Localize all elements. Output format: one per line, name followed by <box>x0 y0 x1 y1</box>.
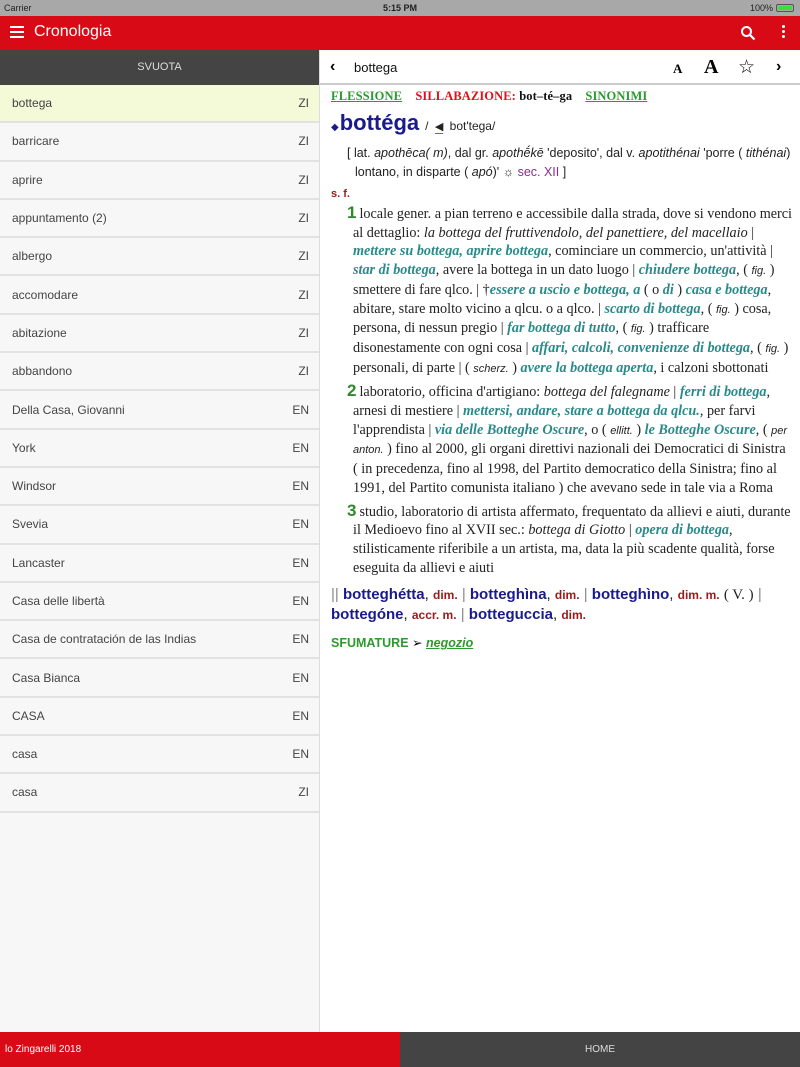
history-word: Windsor <box>12 479 57 494</box>
derivative-word[interactable]: botteghétta <box>342 586 425 604</box>
etym-text: , dal gr. <box>447 146 493 160</box>
phrase: star di bottega <box>353 262 436 279</box>
etym-term: apotithénai <box>638 146 700 160</box>
definition-text: ) smettere di fare qlco. | † <box>353 262 775 298</box>
lemma: bottéga <box>339 110 420 135</box>
separator: | <box>457 586 470 604</box>
part-of-speech: s. f. <box>331 188 350 200</box>
definition-text: laboratorio, officina d'artigiano: <box>359 384 544 401</box>
history-item[interactable] <box>0 583 319 621</box>
etym-term: apothēca( m) <box>374 146 448 160</box>
history-lang: EN <box>292 632 309 647</box>
history-word: abbandono <box>12 364 73 379</box>
definition-text: , o ( <box>584 421 611 438</box>
derivative-extra: ( V. ) <box>723 587 754 604</box>
history-item[interactable] <box>0 430 319 468</box>
pron-text: bot'tega/ <box>449 119 496 133</box>
history-lang: EN <box>292 555 309 570</box>
definition-text: ) trafficare disonestamente con ogni cosa | <box>353 320 710 356</box>
derivative-word[interactable]: botteguccia <box>468 606 553 624</box>
history-word: Casa Bianca <box>12 670 81 685</box>
sense-number: 2 <box>347 381 357 401</box>
definition-text: , ( <box>700 300 716 317</box>
abbreviation: fig. <box>630 323 646 336</box>
history-word: abitazione <box>12 325 67 340</box>
history-word: Casa de contratación de las Indias <box>12 632 197 647</box>
history-item[interactable] <box>0 391 319 429</box>
back-icon[interactable]: ‹ <box>330 58 336 75</box>
history-lang: ZI <box>298 364 309 379</box>
history-item[interactable] <box>0 123 319 161</box>
entry-tabs <box>331 89 792 104</box>
history-item[interactable] <box>0 162 319 200</box>
speaker-icon[interactable]: ◀ <box>434 121 444 133</box>
etym-term: apó <box>471 165 493 179</box>
favorite-star-icon[interactable]: ☆ <box>738 57 756 78</box>
history-item[interactable] <box>0 545 319 583</box>
derivative-word[interactable]: botteghìna <box>469 586 547 604</box>
sfumature-link[interactable]: negozio <box>426 636 474 651</box>
derivative-grammar: dim. <box>432 588 458 603</box>
etym-text: ] <box>559 165 567 179</box>
definition-text: ( o <box>640 281 663 298</box>
sfumature-label: SFUMATURE <box>331 636 409 651</box>
status-time: 5:15 PM <box>382 3 417 13</box>
definition-text: locale gener. a pian terreno e accessibile dalla strada, dove si vendono merci al dettaglio: <box>353 206 792 241</box>
etymology <box>347 144 792 182</box>
phrase: affari, calcoli, convenienze di bottega <box>531 339 751 356</box>
entry-toolbar <box>320 50 800 85</box>
etym-term: tithénai <box>745 146 787 160</box>
history-item[interactable] <box>0 315 319 353</box>
history-item[interactable] <box>0 736 319 774</box>
history-lang: EN <box>292 402 309 417</box>
phrase: mettersi, andare, stare a bottega da qlcu. <box>463 403 700 420</box>
abbreviation: fig. <box>765 342 781 355</box>
etym-text: 'porre ( <box>699 146 746 160</box>
example: bottega di Giotto <box>528 522 626 539</box>
history-item[interactable] <box>0 200 319 238</box>
definition-text: , ( <box>736 262 752 279</box>
battery-indicator <box>750 3 794 13</box>
headword <box>331 110 792 136</box>
history-item[interactable] <box>0 353 319 391</box>
history-word: York <box>12 440 36 455</box>
status-bar <box>0 0 800 16</box>
battery-icon <box>776 4 794 12</box>
abbreviation: per anton. <box>353 424 788 457</box>
derivative-word[interactable]: bottegóne <box>331 606 404 624</box>
phrase: casa e bottega <box>685 281 768 298</box>
history-item[interactable] <box>0 659 319 697</box>
battery-percent: 100% <box>749 3 773 13</box>
history-panel <box>0 50 320 1032</box>
definition-text: ) <box>632 421 645 438</box>
separator: | <box>753 586 762 604</box>
definition-text: ) fino al 2000, gli organi direttivi nazionali dei Democratici di Sinistra ( in precedenza, fino al 1998, del Partito democratico della Sinistra; fino al 1991, del Partito comunista italiano ) che avevano sede in tale via a Roma <box>353 441 786 496</box>
separator: | <box>456 606 469 624</box>
phrase: scarto di bottega <box>604 300 701 317</box>
carrier-label: Carrier <box>4 3 32 13</box>
page-title: Cronologia <box>34 23 112 40</box>
history-lang: EN <box>292 747 309 762</box>
phrase: mettere su bottega, aprire bottega <box>353 243 549 260</box>
example: bottega del falegname <box>543 384 670 401</box>
diamond-icon: ◆ <box>331 122 339 133</box>
derivative-grammar: accr. m. <box>411 608 457 623</box>
definition-text: | <box>747 224 755 241</box>
more-vertical-icon[interactable] <box>782 25 786 41</box>
arrow-icon: ➢ <box>412 636 423 651</box>
history-item[interactable] <box>0 468 319 506</box>
history-lang: EN <box>292 708 309 723</box>
derivative-word[interactable]: botteghìno <box>591 586 670 604</box>
sense-number: 1 <box>347 203 357 222</box>
clear-history-button[interactable]: SVUOTA <box>0 50 319 85</box>
phrase: essere a uscio e bottega, a <box>489 281 641 298</box>
abbreviation: fig. <box>715 303 731 316</box>
etym-text: ) lontano, in disparte ( <box>355 146 791 179</box>
derivatives-lead: || <box>331 586 339 604</box>
definition-text: | <box>625 522 636 539</box>
app-bar <box>0 16 800 50</box>
etym-century: sec. XII <box>517 165 560 179</box>
history-lang: EN <box>292 670 309 685</box>
definition-text: , ( <box>615 320 631 337</box>
history-word: Svevia <box>12 517 49 532</box>
abbreviation: scherz. <box>473 362 509 375</box>
definition-text: ) <box>673 281 686 298</box>
example: la bottega del fruttivendolo, del panettiere, del macellaio <box>423 224 748 241</box>
history-item[interactable] <box>0 85 319 123</box>
definition-text: , stilisticamente riferibile a un artista, ma, data la più scadente qualità, forse eseguita da allievi e aiuti <box>353 522 775 576</box>
pronunciation <box>425 119 495 134</box>
derivative-grammar: dim. <box>554 588 580 603</box>
definition-text: ) cosa, persona, di nessun pregio | <box>353 300 772 337</box>
etym-text: )' ☼ <box>492 165 518 179</box>
history-word: appuntamento (2) <box>12 211 107 226</box>
history-word: accomodare <box>12 287 79 302</box>
history-lang: ZI <box>298 96 309 111</box>
etym-text: [ lat. <box>347 146 375 160</box>
history-item[interactable] <box>0 621 319 659</box>
phrase: le Botteghe Oscure <box>644 421 756 438</box>
history-item[interactable] <box>0 774 319 812</box>
sillabazione-value: bot–té–ga <box>519 89 573 103</box>
sfumature <box>331 635 792 650</box>
history-lang: ZI <box>298 325 309 340</box>
phrase: via delle Botteghe Oscure <box>434 421 585 438</box>
phrase: di <box>662 281 674 298</box>
definition-text: , avere la bottega in un dato luogo | <box>435 262 639 279</box>
history-word: albergo <box>12 249 53 264</box>
definition-text: | <box>669 384 680 401</box>
history-lang: ZI <box>298 134 309 149</box>
derivative-grammar: dim. <box>561 608 586 623</box>
etym-text: 'deposito', dal v. <box>543 146 639 160</box>
sense-number: 3 <box>347 500 357 520</box>
tab-flessione[interactable]: FLESSIONE <box>331 89 403 103</box>
separator: | <box>579 586 592 604</box>
sense <box>347 381 792 497</box>
history-lang: EN <box>292 440 309 455</box>
history-lang: EN <box>292 479 309 494</box>
increase-font-button[interactable]: A <box>704 56 719 78</box>
definition-text: , i calzoni sbottonati <box>653 359 769 376</box>
history-word: bottega <box>12 96 53 111</box>
history-lang: ZI <box>298 211 309 226</box>
forward-icon[interactable]: › <box>776 58 782 75</box>
definition-text: ) <box>508 359 521 376</box>
phrase: chiudere bottega <box>638 262 737 279</box>
sillabazione-label: SILLABAZIONE: <box>415 89 516 103</box>
definition-text: , per farvi l'apprendista | <box>353 403 756 438</box>
derivatives: || botteghétta, dim. | botteghìna, dim. | botteghìno, dim. m. ( V. ) | bottegóne, accr. m. | botteguccia, dim. <box>331 586 762 624</box>
history-item[interactable] <box>0 276 319 314</box>
history-word: CASA <box>12 708 45 723</box>
history-word: barricare <box>12 134 60 149</box>
history-word: casa <box>12 747 38 762</box>
history-lang: ZI <box>298 172 309 187</box>
history-word: Casa delle libertà <box>12 594 105 608</box>
definition-text: , arnesi di mestiere | <box>353 384 771 420</box>
current-word: bottega <box>354 60 398 75</box>
history-word: Della Casa, Giovanni <box>12 402 125 417</box>
tab-sinonimi[interactable]: SINONIMI <box>585 89 648 103</box>
phrase: opera di bottega <box>635 522 730 539</box>
history-word: aprire <box>12 172 43 187</box>
decrease-font-button[interactable]: A <box>673 61 683 76</box>
definition-text: , ( <box>755 421 772 438</box>
home-button[interactable]: HOME <box>400 1032 800 1067</box>
definition-text: ) personali, di parte | ( <box>353 339 789 376</box>
history-lang: ZI <box>298 287 309 302</box>
definition-text: studio, laboratorio di artista affermato, frequentato da allievi e aiuti, durante il Medioevo fino al XVII sec.: <box>353 503 791 539</box>
history-word: Lancaster <box>12 555 65 570</box>
phrase: ferri di bottega <box>679 384 767 401</box>
senses <box>331 204 792 577</box>
pron-open: / <box>425 119 429 133</box>
derivative-grammar: dim. m. <box>677 588 720 603</box>
etym-term: apothḗkē <box>492 146 544 160</box>
history-lang: EN <box>292 594 309 608</box>
entry-panel <box>320 50 800 1032</box>
history-lang: ZI <box>298 249 309 264</box>
history-lang: EN <box>292 517 309 532</box>
history-item[interactable] <box>0 506 319 544</box>
brand-footer: lo Zingarelli 2018 <box>0 1032 400 1067</box>
history-word: casa <box>12 785 38 800</box>
phrase: far bottega di tutto <box>507 320 616 337</box>
dictionary-entry <box>320 85 800 650</box>
search-icon[interactable] <box>740 25 756 41</box>
history-item[interactable] <box>0 698 319 736</box>
definition-text: , ( <box>750 339 766 356</box>
history-list <box>0 85 319 813</box>
definition-text: , cominciare un commercio, un'attività | <box>548 243 773 260</box>
sense <box>347 203 792 378</box>
abbreviation: ellitt. <box>610 424 633 437</box>
sense <box>347 500 792 578</box>
abbreviation: fig. <box>751 265 767 278</box>
phrase: avere la bottega aperta <box>520 359 654 376</box>
history-lang: ZI <box>298 785 309 800</box>
history-item[interactable] <box>0 238 319 276</box>
definition-text: , abitare, stare molto vicino a qlcu. o a qlco. | <box>353 281 772 317</box>
hamburger-icon[interactable] <box>10 26 24 38</box>
